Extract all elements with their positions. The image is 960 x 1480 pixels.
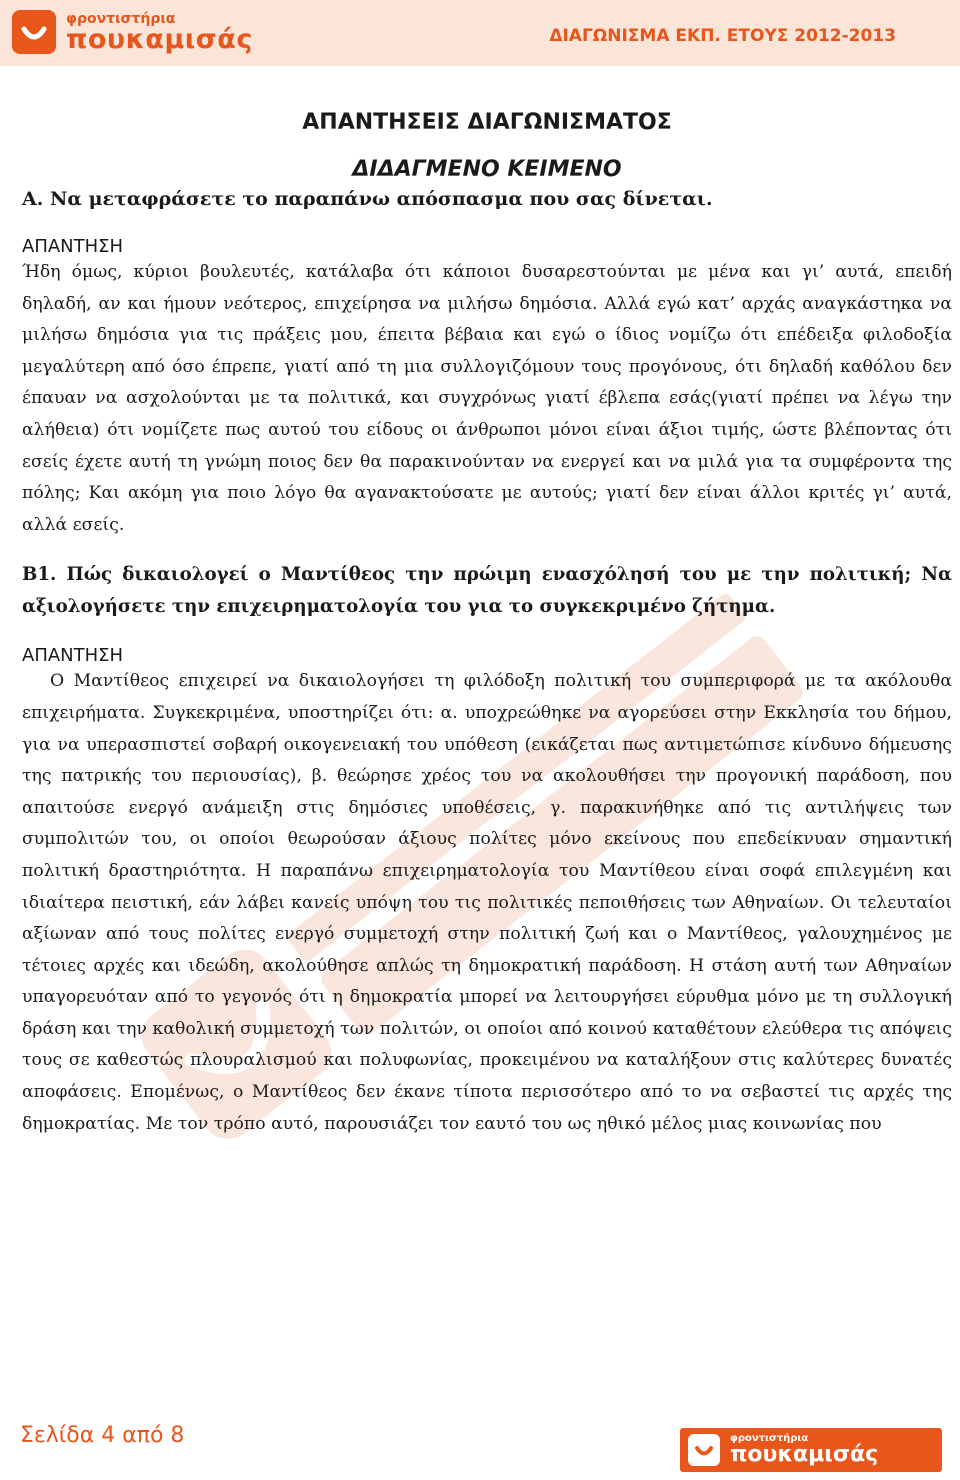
smile-logo-icon <box>12 10 56 54</box>
footer-brand-logo <box>680 1428 942 1472</box>
footer-logo-name: πουκαμισάς <box>730 1442 879 1467</box>
document-title: ΑΠΑΝΤΗΣΕΙΣ ΔΙΑΓΩΝΙΣΜΑΤΟΣ <box>302 110 672 135</box>
brand-logo <box>12 10 253 54</box>
exam-title: ΔΙΑΓΩΝΙΣΜΑ ΕΚΠ. ΕΤΟΥΣ 2012-2013 <box>549 26 896 46</box>
answer-a-text: Ήδη όμως, κύριοι βουλευτές, κατάλαβα ότι κάποιοι δυσαρεστούνται με μένα και γι’ αυτά, επειδή δηλαδή, αν και ήμουν νεότερος, επιχείρησα να μιλήσω δημόσια. Αλλά εγώ κατ’ αρχάς αναγκάστηκα να μιλήσω δημόσια για τις πράξεις μου, έπειτα βέβαια και εγώ ο ίδιος νομίζω ότι επέδειξα φιλοδοξία μεγαλύτερη από όσο έπρεπε, γιατί από τη μια συλλογιζόμουν τους προγόνους, ότι δηλαδή καθόλου δεν έπαυαν να ασχολούνται με τα πολιτικά, και συγχρόνως γιατί έβλεπα εσάς(γιατί πρέπει να λέγω την αλήθεια) ότι νομίζετε πως αυτού του είδους οι άνθρωποι μόνοι είναι άξιοι τιμής, ώστε βλέποντας ότι εσείς έχετε αυτή τη γνώμη ποιος δεν θα παρακινούνταν να ενεργεί και να μιλά για τα συμφέροντα της πόλης; Και ακόμη για ποιο λόγο θα αγανακτούσατε με αυτούς; γιατί δεν είναι άλλοι κριτές γι’ αυτά, αλλά εσείς. <box>22 262 952 535</box>
question-b1: Β1. Πώς δικαιολογεί ο Μαντίθεος την πρώιμη ενασχόλησή του με την πολιτική; Να αξιολογήσετε την επιχειρηματολογία του για το συγκεκριμένο ζήτημα. <box>22 564 952 618</box>
document-body <box>22 110 952 1140</box>
answer-label: ΑΠΑΝΤΗΣΗ <box>22 236 124 257</box>
smile-logo-icon <box>688 1434 720 1466</box>
question-a: Α. Να μεταφράσετε το παραπάνω απόσπασμα που σας δίνεται. <box>22 188 713 210</box>
answer-b1-text: Ο Μαντίθεος επιχειρεί να δικαιολογήσει τη φιλόδοξη πολιτική του συμπεριφορά με τα ακόλουθα επιχειρήματα. Συγκεκριμένα, υποστηρίζει ότι: α. υποχρεώθηκε να αγορεύσει στην Εκκλησία του δήμου, για να υπερασπιστεί σοβαρή οικογενειακή του υπόθεση (εικάζεται πως αντιμετώπισε κίνδυνο δήμευσης της πατρικής του περιουσίας), β. θεώρησε χρέος του να ακολουθήσει την προγονική παράδοση, που απαιτούσε ενεργό ανάμειξη στις δημόσιες υποθέσεις, γ. παρακινήθηκε από τις αντιλήψεις των συμπολιτών του, οι οποίοι θεωρούσαν άξιους πολίτες μόνο εκείνους που επεδείκνυαν σημαντική πολιτική δραστηριότητα. Η παραπάνω επιχειρηματολογία του Μαντίθεου είναι σοφά επιλεγμένη και ιδιαίτερα πειστική, εάν λάβει κανείς υπόψη του τις πολιτικές πεποιθήσεις των Αθηναίων. Οι τελευταίοι αξίωναν από τους πολίτες ενεργό συμμετοχή στην πολιτική ζωή και ο Μαντίθεος, γαλουχημένος με τέτοιες αρχές και ιδεώδη, ακολούθησε απλώς τη δημοκρατική παράδοση. Η στάση αυτή των Αθηναίων υπαγορευόταν από το γεγονός ότι η δημοκρατία μπορεί να λειτουργήσει εύρυθμα μόνο με τη συλλογική δράση και την καθολική συμμετοχή των πολιτών, οι οποίοι από κοινού καταθέτουν ελεύθερα τις απόψεις τους σε καθεστώς πλουραλισμού και πολυφωνίας, προκειμένου να καταλήξουν στις καλύτερες δυνατές αποφάσεις. Επομένως, ο Μαντίθεος δεν έκανε τίποτα περισσότερο από το να σεβαστεί τις αρχές της δημοκρατίας. Με τον τρόπο αυτό, παρουσιάζει τον εαυτό του ως ηθικό μέλος μιας κοινωνίας που <box>22 671 952 1134</box>
footer-logo-subtitle: φροντιστήρια <box>730 1433 809 1444</box>
page-number: Σελίδα 4 από 8 <box>20 1423 185 1448</box>
section-heading: ΔΙΔΑΓΜΕΝΟ ΚΕΙΜΕΝΟ <box>352 157 622 182</box>
page-header <box>0 0 960 66</box>
logo-name: πουκαμισάς <box>66 23 253 55</box>
logo-subtitle: φροντιστήρια <box>66 10 176 27</box>
answer-label: ΑΠΑΝΤΗΣΗ <box>22 645 124 667</box>
